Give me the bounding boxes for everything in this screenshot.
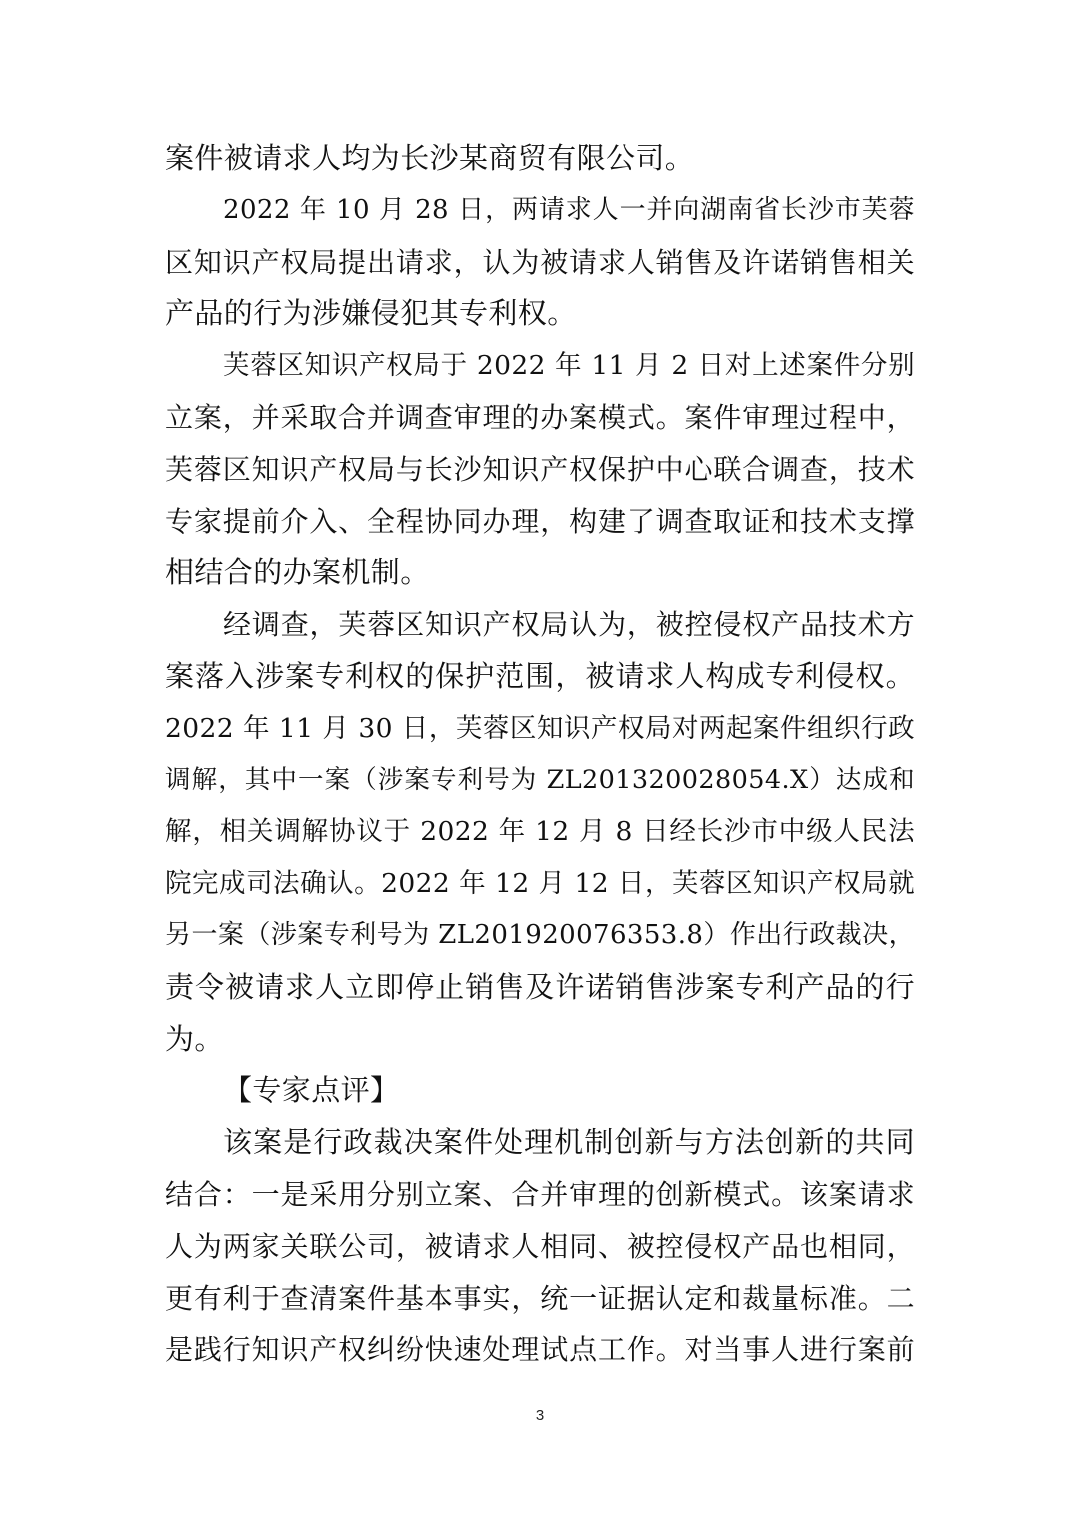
text-line: 解，相关调解协议于 2022 年 12 月 8 日经长沙市中级人民法 (165, 816, 915, 848)
text-line: 责令被请求人立即停止销售及许诺销售涉案专利产品的行 (165, 969, 915, 1004)
text-line: 芙蓉区知识产权局与长沙知识产权保护中心联合调查，技术 (165, 452, 915, 486)
text-line: 案落入涉案专利权的保护范围，被请求人构成专利侵权。 (165, 658, 915, 693)
text-line: 是践行知识产权纠纷快速处理试点工作。对当事人进行案前 (165, 1333, 915, 1367)
page-number: 3 (535, 1407, 545, 1424)
text-line: 结合：一是采用分别立案、合并审理的创新模式。该案请求 (165, 1177, 915, 1211)
text-line: 专家提前介入、全程协同办理，构建了调查取证和技术支撑 (165, 504, 915, 538)
text-line: 经调查，芙蓉区知识产权局认为，被控侵权产品技术方 (223, 608, 915, 642)
text-line: 人为两家关联公司，被请求人相同、被控侵权产品也相同， (165, 1229, 915, 1263)
text-line: 该案是行政裁决案件处理机制创新与方法创新的共同 (223, 1125, 915, 1160)
text-line: 2022 年 11 月 30 日，芙蓉区知识产权局对两起案件组织行政 (165, 712, 915, 744)
body-text (165, 133, 915, 1376)
text-line: 为。 (165, 1021, 224, 1056)
text-line: 另一案（涉案专利号为 ZL201920076353.8）作出行政裁决， (165, 919, 915, 950)
text-line: 芙蓉区知识产权局于 2022 年 11 月 2 日对上述案件分别 (223, 350, 915, 382)
text-line: 2022 年 10 月 28 日，两请求人一并向湖南省长沙市芙蓉 (223, 194, 915, 225)
text-line: 更有利于查清案件基本事实，统一证据认定和裁量标准。二 (165, 1281, 915, 1315)
text-line: 案件被请求人均为长沙某商贸有限公司。 (165, 141, 695, 175)
text-line: 相结合的办案机制。 (165, 555, 430, 590)
text-line: 调解，其中一案（涉案专利号为 ZL201320028054.X）达成和 (165, 764, 915, 795)
text-line: 区知识产权局提出请求，认为被请求人销售及许诺销售相关 (165, 245, 915, 279)
text-line: 【专家点评】 (223, 1073, 400, 1108)
text-line: 立案，并采取合并调查审理的办案模式。案件审理过程中， (165, 400, 915, 434)
text-line: 院完成司法确认。2022 年 12 月 12 日，芙蓉区知识产权局就 (165, 868, 915, 900)
text-line: 产品的行为涉嫌侵犯其专利权。 (165, 296, 577, 331)
